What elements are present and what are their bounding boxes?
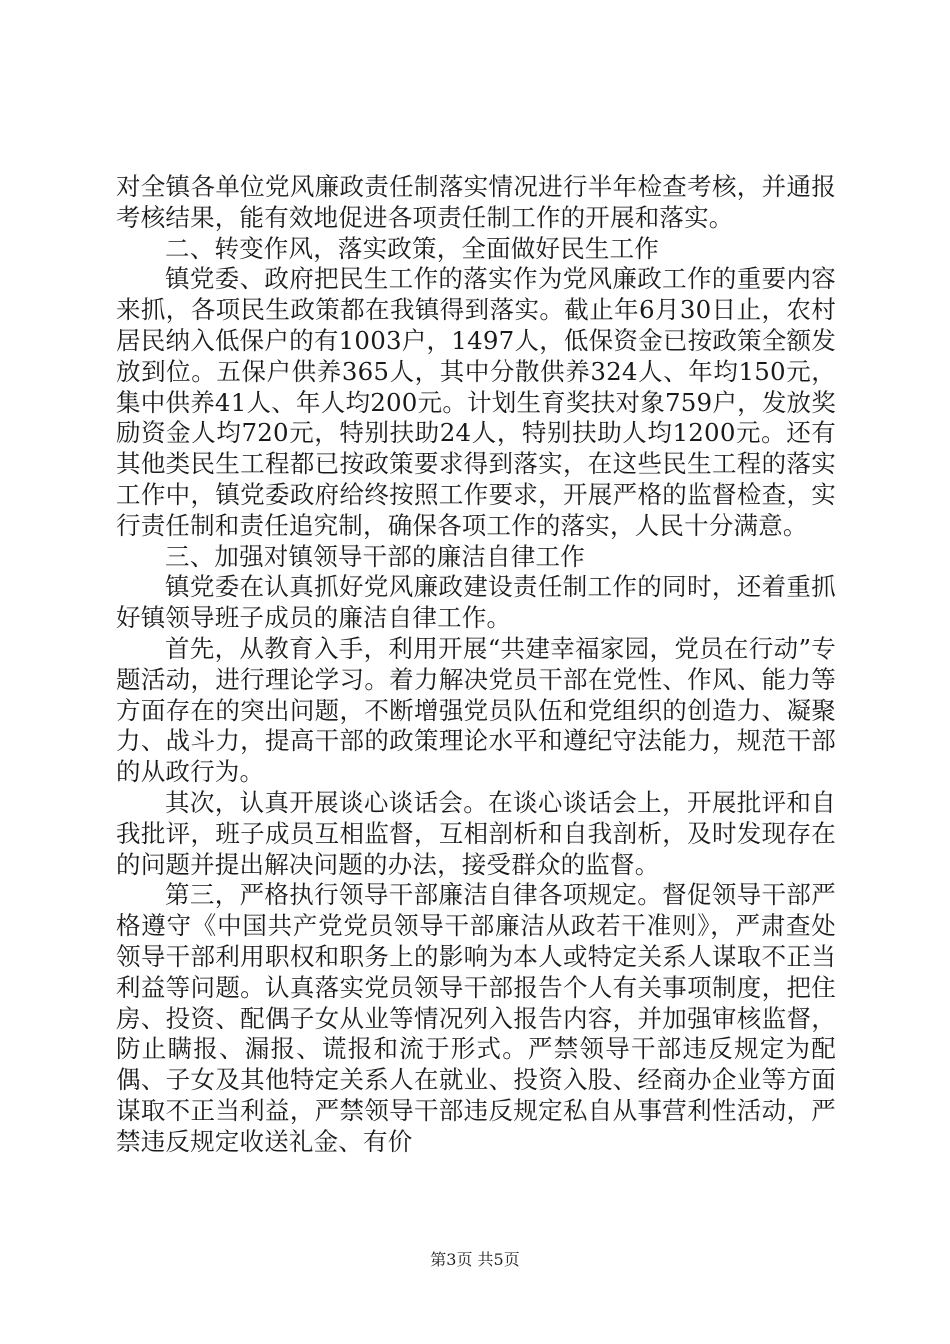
paragraph-livelihood: 镇党委、政府把民生工作的落实作为党风廉政工作的重要内容来抓，各项民生政策都在我镇得到落实。截止年6月30日止，农村居民纳入低保户的有1003户，1497人，低保资金已按政策全额发放到位。五保户供养365人，其中分散供养324人、年均150元，集中供养41人、年人均200元。计划生育奖扶对象759户，发放奖励资金人均720元，特别扶助24人，特别扶助人均1200元。还有其他类民生工程都已按政策要求得到落实，在这些民生工程的落实工作中，镇党委政府给终按照工作要求，开展严格的监督检查，实行责任制和责任追究制，确保各项工作的落实，人民十分满意。	[116, 264, 836, 540]
paragraph-first: 首先，从教育入手，利用开展“共建幸福家园，党员在行动”专题活动，进行理论学习。着力解决党员干部在党性、作风、能力等方面存在的突出问题，不断增强党员队伍和党组织的创造力、凝聚力、战斗力，提高干部的政策理论水平和遵纪守法能力，规范干部的从政行为。	[116, 633, 836, 787]
paragraph-third: 第三，严格执行领导干部廉洁自律各项规定。督促领导干部严格遵守《中国共产党党员领导干部廉洁从政若干准则》，严肃查处领导干部利用职权和职务上的影响为本人或特定关系人谋取不正当利益等问题。认真落实党员领导干部报告个人有关事项制度，把住房、投资、配偶子女从业等情况列入报告内容，并加强审核监督，防止瞒报、漏报、谎报和流于形式。严禁领导干部违反规定为配偶、子女及其他特定关系人在就业、投资入股、经商办企业等方面谋取不正当利益，严禁领导干部违反规定私自从事营利性活动，严禁违反规定收送礼金、有价	[116, 880, 836, 1156]
document-body	[116, 172, 836, 1158]
section-heading-3: 三、加强对镇领导干部的廉洁自律工作	[165, 541, 585, 571]
paragraph-self-discipline: 镇党委在认真抓好党风廉政建设责任制工作的同时，还着重抓好镇领导班子成员的廉洁自律工作。	[116, 572, 836, 633]
page-footer: 第3页 共5页	[430, 1250, 520, 1269]
paragraph-second: 其次，认真开展谈心谈话会。在谈心谈话会上，开展批评和自我批评，班子成员互相监督，互相剖析和自我剖析，及时发现存在的问题并提出解决问题的办法，接受群众的监督。	[116, 787, 836, 879]
paragraph-continuation: 对全镇各单位党风廉政责任制落实情况进行半年检查考核，并通报考核结果，能有效地促进各项责任制工作的开展和落实。	[116, 172, 836, 232]
section-heading-2: 二、转变作风，落实政策，全面做好民生工作	[165, 233, 659, 263]
